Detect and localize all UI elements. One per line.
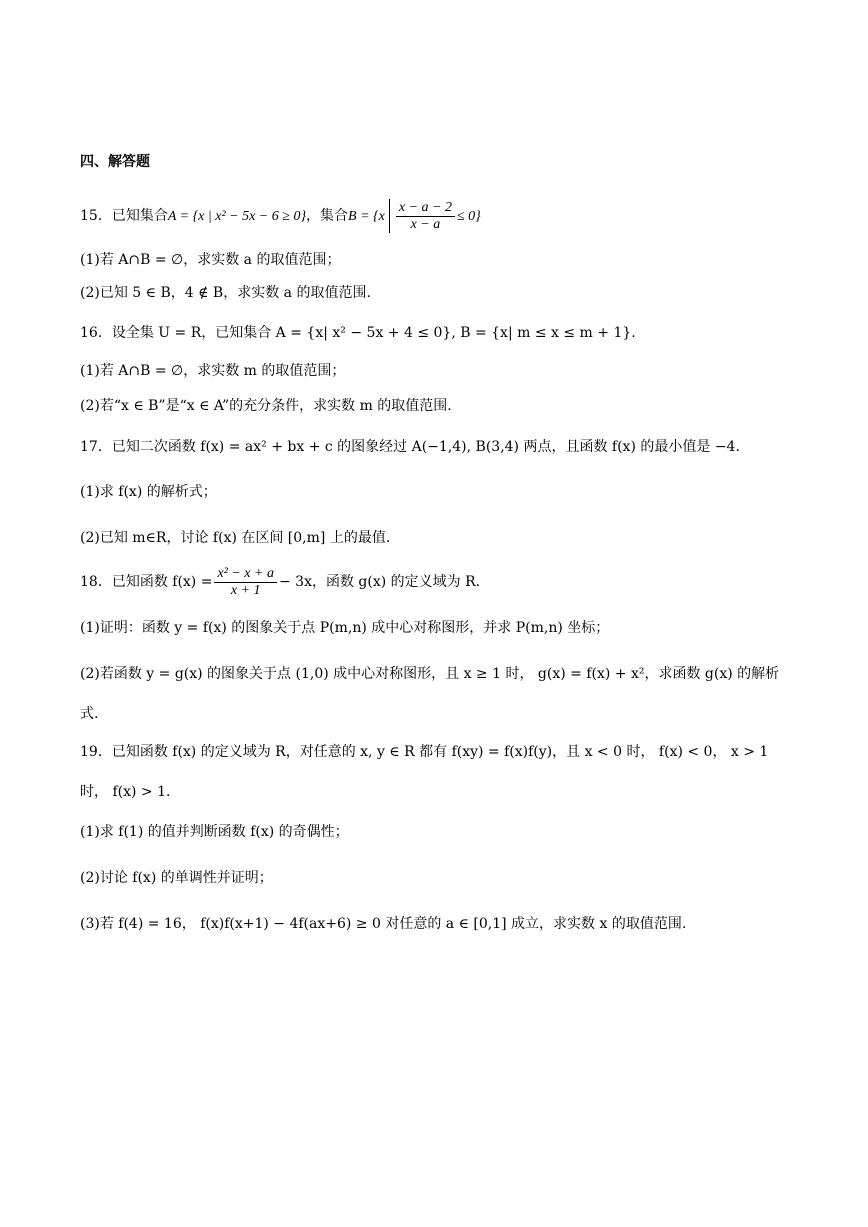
problem-15-stem	[80, 196, 481, 236]
problem-19-q2: (2)讨论 f(x) 的单调性并证明；	[80, 870, 273, 886]
section-title: 四、解答题	[80, 154, 150, 170]
p15-stem-b: ，集合	[306, 208, 349, 224]
problem-16-stem: 16．设全集 U = R，已知集合 A = {x| x² − 5x + 4 ≤ 0}, B = {x| m ≤ x ≤ m + 1}.	[80, 325, 636, 341]
p18-stem-a: 18．已知函数 f(x) =	[80, 574, 213, 590]
problem-19-stem-line2: 时， f(x) > 1.	[80, 784, 171, 800]
p15-frac-denominator: x − a	[410, 216, 441, 232]
p15-stem-a: 15．已知集合	[80, 208, 168, 224]
problem-17-q2: (2)已知 m∈R，讨论 f(x) 在区间 [0,m] 上的最值.	[80, 530, 391, 546]
p18-frac-denominator: x + 1	[230, 582, 261, 598]
problem-15-q1: (1)若 A∩B = ∅，求实数 a 的取值范围；	[80, 252, 341, 268]
p15-set-b-fraction	[396, 200, 455, 233]
problem-18-q1: (1)证明：函数 y = f(x) 的图象关于点 P(m,n) 成中心对称图形，并求 P(m,n) 坐标；	[80, 620, 610, 636]
problem-17-q1: (1)求 f(x) 的解析式；	[80, 484, 217, 500]
problem-15-q2: (2)已知 5 ∈ B，4 ∉ B，求实数 a 的取值范围.	[80, 285, 371, 301]
problem-16-q2: (2)若“x ∈ B”是“x ∈ A”的充分条件，求实数 m 的取值范围.	[80, 398, 452, 414]
problem-16-q1: (1)若 A∩B = ∅，求实数 m 的取值范围；	[80, 363, 346, 379]
p15-set-b-left: B = {x	[348, 209, 385, 224]
problem-19-stem-line1: 19．已知函数 f(x) 的定义域为 R，对任意的 x, y ∈ R 都有 f(xy) = f(x)f(y)，且 x < 0 时， f(x) < 0， x > 1	[80, 744, 769, 760]
problem-18-stem	[80, 562, 480, 602]
p15-set-b-right: ≤ 0}	[456, 209, 481, 224]
problem-19-q1: (1)求 f(1) 的值并判断函数 f(x) 的奇偶性；	[80, 824, 349, 840]
p15-frac-numerator: x − a − 2	[396, 200, 455, 217]
problem-18-q2-line1: (2)若函数 y = g(x) 的图象关于点 (1,0) 成中心对称图形，且 x ≥ 1 时， g(x) = f(x) + x²，求函数 g(x) 的解析	[80, 666, 780, 682]
p18-stem-b: − 3x，函数 g(x) 的定义域为 R.	[278, 574, 481, 590]
p18-frac-numerator: x² − x + a	[214, 566, 277, 583]
problem-18-q2-line2: 式.	[80, 706, 99, 722]
p15-set-bar	[389, 199, 390, 233]
problem-17-stem: 17．已知二次函数 f(x) = ax² + bx + c 的图象经过 A(−1,4), B(3,4) 两点，且函数 f(x) 的最小值是 −4.	[80, 439, 740, 455]
p15-set-a: A = {x | x² − 5x − 6 ≥ 0}	[167, 209, 307, 224]
p18-fraction	[214, 566, 277, 599]
problem-19-q3: (3)若 f(4) = 16， f(x)f(x+1) − 4f(ax+6) ≥ 0 对任意的 a ∈ [0,1] 成立，求实数 x 的取值范围.	[80, 916, 687, 932]
